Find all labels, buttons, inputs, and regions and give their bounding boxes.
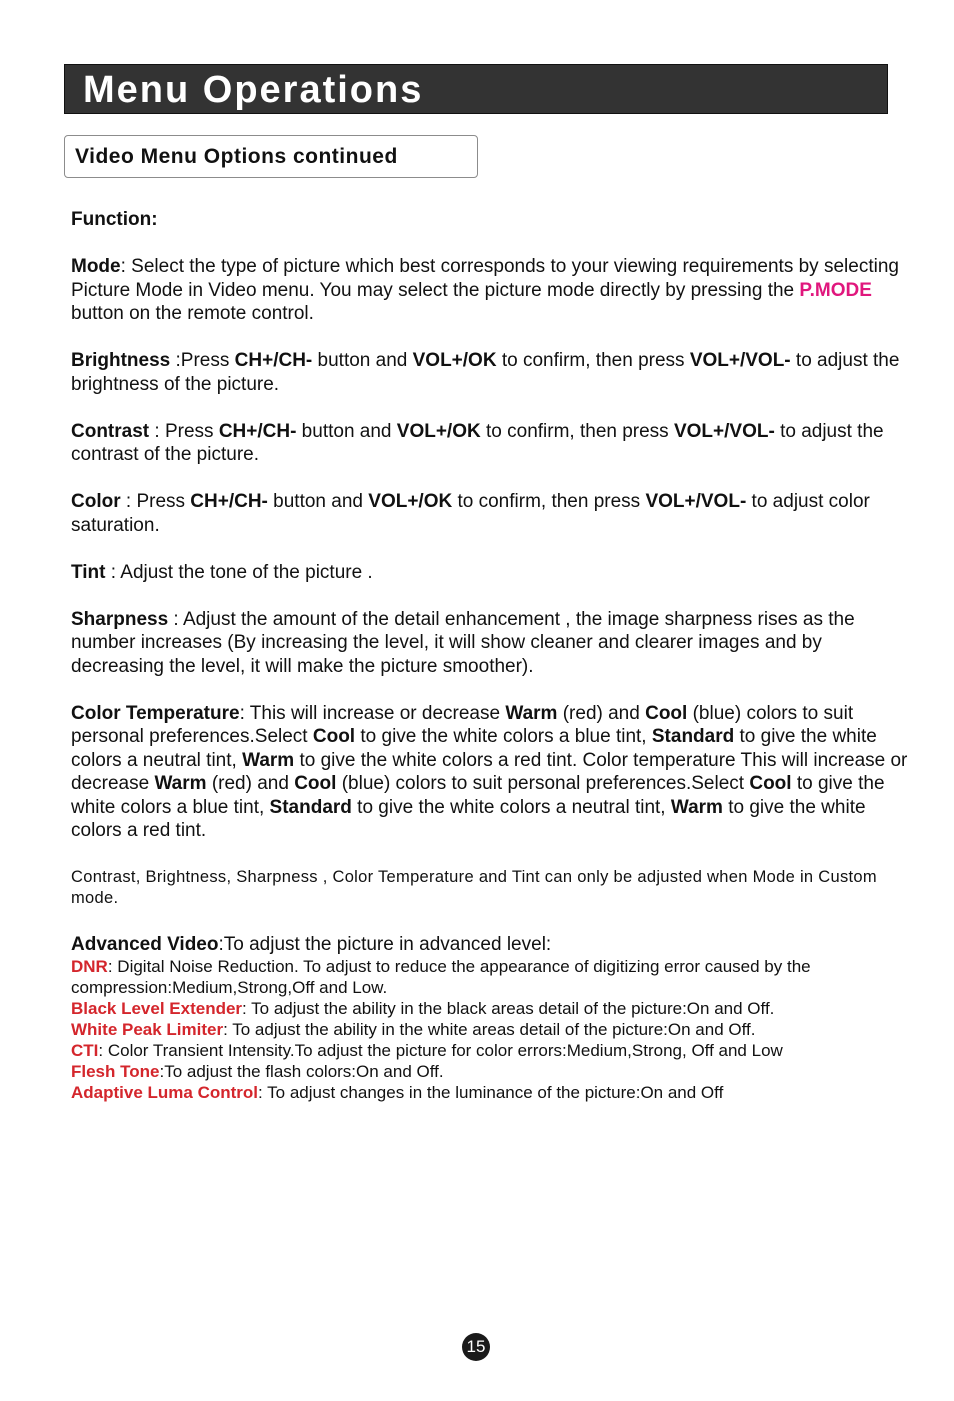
color-paragraph — [71, 490, 916, 537]
sharpness-term: Sharpness — [71, 608, 169, 630]
contrast-k2: VOL+/OK — [396, 420, 481, 442]
advanced-item-cti — [71, 1040, 916, 1061]
advanced-item-term: Flesh Tone — [71, 1061, 160, 1081]
mode-paragraph — [71, 255, 916, 326]
ct-t1: : This will increase or decrease — [239, 702, 506, 724]
brightness-term: Brightness — [71, 350, 171, 371]
color-k2: VOL+/OK — [368, 491, 453, 512]
contrast-k1: CH+/CH- — [218, 420, 297, 442]
advanced-item-term: DNR — [71, 956, 108, 976]
color-t1: : Press — [120, 491, 191, 512]
content — [71, 208, 916, 1103]
color-k1: CH+/CH- — [190, 491, 268, 512]
contrast-t1: : Press — [149, 420, 219, 442]
page-header-bar — [64, 64, 888, 114]
advanced-item-text: : To adjust changes in the luminance of the picture:On and Off — [258, 1082, 724, 1102]
advanced-item-text: : To adjust the ability in the white areas detail of the picture:On and Off. — [223, 1019, 756, 1039]
ct-cool3: Cool — [294, 773, 337, 794]
advanced-item-text: : To adjust the ability in the black areas detail of the picture:On and Off. — [242, 998, 775, 1018]
mode-text1: : Select the type of picture which best corresponds to your viewing requirements by selecting Picture Mode in Video menu. You may select the picture mode directly by pressing the — [71, 256, 899, 301]
advanced-item-term: CTI — [71, 1040, 99, 1060]
brightness-k1: CH+/CH- — [234, 350, 313, 371]
ct-t7: (red) and — [206, 773, 295, 794]
color-k3: VOL+/VOL- — [645, 491, 747, 512]
color-t4: to adjust color saturation. — [71, 491, 870, 536]
contrast-paragraph — [71, 420, 916, 467]
tint-term: Tint — [71, 561, 106, 583]
ct-t5: to give the white colors a neutral tint, — [71, 726, 877, 771]
brightness-paragraph — [71, 349, 916, 396]
advanced-item-dnr — [71, 956, 916, 998]
contrast-t2: button and — [296, 420, 397, 442]
brightness-t3: to confirm, then press — [496, 350, 690, 371]
tint-paragraph — [71, 561, 916, 585]
ct-warm4: Warm — [670, 796, 723, 818]
ct-t9: to give the white colors a blue tint, — [71, 773, 885, 818]
ct-t11: to give the white colors a red tint. — [71, 796, 866, 841]
brightness-k2: VOL+/OK — [412, 350, 497, 371]
ct-warm3: Warm — [154, 773, 207, 794]
ct-cool2: Cool — [312, 726, 356, 747]
advanced-video-heading — [71, 933, 916, 956]
advanced-item-term: Black Level Extender — [71, 998, 243, 1018]
ct-warm1: Warm — [505, 702, 558, 724]
sharpness-text: : Adjust the amount of the detail enhancement , the image sharpness rises as the number increases (By increasing the level, it will show cleaner and clearer images and by decreasing the level, it will make the picture smoother). — [71, 608, 855, 677]
section-title: Video Menu Options continued — [75, 145, 398, 168]
contrast-t3: to confirm, then press — [480, 420, 674, 442]
advanced-item-term: White Peak Limiter — [71, 1019, 224, 1039]
ct-t8: (blue) colors to suit personal preferences.Select — [336, 773, 750, 794]
advanced-item-text: : Color Transient Intensity.To adjust the picture for color errors:Medium,Strong, Off and Low — [98, 1040, 783, 1060]
color-temperature-paragraph — [71, 702, 916, 843]
page-number-badge: 15 — [462, 1333, 490, 1361]
advanced-video-term: Advanced Video — [71, 933, 219, 955]
custom-mode-note: Contrast, Brightness, Sharpness , Color Temperature and Tint can only be adjusted when Mode in Custom mode. — [71, 867, 877, 907]
color-t3: to confirm, then press — [452, 491, 646, 512]
page-title: Menu Operations — [83, 69, 424, 111]
advanced-item-adaptive-luma — [71, 1082, 916, 1103]
advanced-video-text: :To adjust the picture in advanced level: — [218, 933, 552, 955]
pmode-button-label: P.MODE — [799, 279, 872, 301]
brightness-t2: button and — [312, 350, 413, 371]
advanced-item-text: : Digital Noise Reduction. To adjust to reduce the appearance of digitizing error caused by the compression:Medium,Strong,Off and Low. — [71, 956, 811, 997]
ct-t2: (red) and — [557, 702, 646, 724]
advanced-item-flesh-tone — [71, 1061, 916, 1082]
ct-t10: to give the white colors a neutral tint, — [351, 796, 671, 818]
color-t2: button and — [267, 491, 369, 512]
advanced-item-white-peak — [71, 1019, 916, 1040]
mode-term: Mode — [71, 256, 121, 277]
tint-text: : Adjust the tone of the picture . — [105, 561, 373, 583]
color-temp-term: Color Temperature — [71, 702, 240, 724]
contrast-term: Contrast — [71, 420, 150, 442]
mode-text2: button on the remote control. — [71, 303, 314, 324]
function-heading: Function: — [71, 209, 158, 230]
brightness-k3: VOL+/VOL- — [689, 350, 791, 371]
contrast-k3: VOL+/VOL- — [673, 420, 775, 442]
sharpness-paragraph — [71, 608, 916, 679]
advanced-item-black-level — [71, 998, 916, 1019]
contrast-t4: to adjust the contrast of the picture. — [71, 420, 884, 465]
brightness-t4: to adjust the brightness of the picture. — [71, 350, 900, 395]
ct-warm2: Warm — [242, 749, 295, 771]
advanced-item-text: :To adjust the flash colors:On and Off. — [159, 1061, 444, 1081]
ct-std2: Standard — [269, 796, 352, 818]
ct-t4: to give the white colors a blue tint, — [355, 726, 652, 747]
ct-std1: Standard — [651, 726, 735, 747]
ct-t6: to give the white colors a red tint. Color temperature This will increase or decrease — [71, 749, 908, 794]
section-box — [64, 135, 478, 178]
color-term: Color — [71, 491, 121, 512]
brightness-t1: :Press — [170, 350, 235, 371]
ct-cool1: Cool — [645, 702, 688, 724]
advanced-item-term: Adaptive Luma Control — [71, 1082, 259, 1102]
ct-t3: (blue) colors to suit personal preferences.Select — [71, 702, 854, 747]
ct-cool4: Cool — [749, 773, 792, 794]
